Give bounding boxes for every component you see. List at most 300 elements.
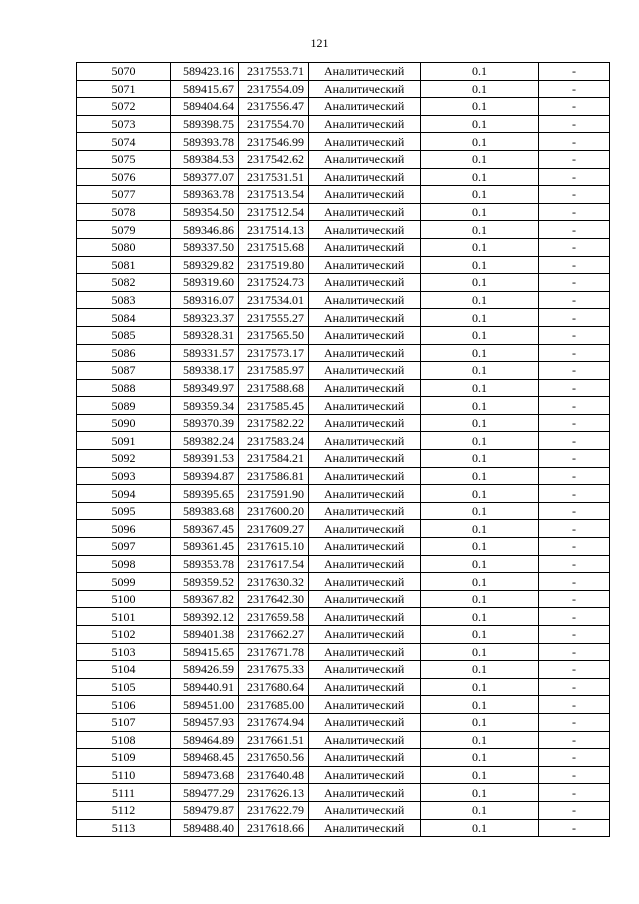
method-cell: Аналитический [309,678,421,696]
point-number-cell: 5075 [77,150,171,168]
point-number-cell: 5113 [77,819,171,837]
method-cell: Аналитический [309,819,421,837]
accuracy-cell: 0.1 [421,731,539,749]
x-coordinate-cell: 589323.37 [171,309,239,327]
table-row [77,713,610,731]
note-cell: - [539,608,610,626]
note-cell: - [539,766,610,784]
y-coordinate-cell: 2317630.32 [239,573,309,591]
accuracy-cell: 0.1 [421,150,539,168]
x-coordinate-cell: 589359.34 [171,397,239,415]
x-coordinate-cell: 589328.31 [171,326,239,344]
accuracy-cell: 0.1 [421,749,539,767]
method-cell: Аналитический [309,608,421,626]
accuracy-cell: 0.1 [421,256,539,274]
x-coordinate-cell: 589415.67 [171,80,239,98]
y-coordinate-cell: 2317622.79 [239,801,309,819]
method-cell: Аналитический [309,186,421,204]
x-coordinate-cell: 589464.89 [171,731,239,749]
point-number-cell: 5082 [77,274,171,292]
accuracy-cell: 0.1 [421,115,539,133]
x-coordinate-cell: 589426.59 [171,661,239,679]
table-row [77,520,610,538]
y-coordinate-cell: 2317584.21 [239,450,309,468]
table-row [77,485,610,503]
y-coordinate-cell: 2317642.30 [239,590,309,608]
note-cell: - [539,643,610,661]
note-cell: - [539,274,610,292]
note-cell: - [539,731,610,749]
x-coordinate-cell: 589338.17 [171,362,239,380]
table-row [77,133,610,151]
y-coordinate-cell: 2317585.45 [239,397,309,415]
point-number-cell: 5112 [77,801,171,819]
note-cell: - [539,520,610,538]
method-cell: Аналитический [309,749,421,767]
table-row [77,150,610,168]
note-cell: - [539,168,610,186]
method-cell: Аналитический [309,80,421,98]
point-number-cell: 5104 [77,661,171,679]
x-coordinate-cell: 589331.57 [171,344,239,362]
accuracy-cell: 0.1 [421,713,539,731]
note-cell: - [539,432,610,450]
note-cell: - [539,801,610,819]
x-coordinate-cell: 589329.82 [171,256,239,274]
table-body [77,63,610,837]
accuracy-cell: 0.1 [421,432,539,450]
table-row [77,397,610,415]
y-coordinate-cell: 2317556.47 [239,98,309,116]
method-cell: Аналитический [309,520,421,538]
x-coordinate-cell: 589395.65 [171,485,239,503]
x-coordinate-cell: 589354.50 [171,203,239,221]
y-coordinate-cell: 2317591.90 [239,485,309,503]
point-number-cell: 5085 [77,326,171,344]
point-number-cell: 5078 [77,203,171,221]
accuracy-cell: 0.1 [421,643,539,661]
method-cell: Аналитический [309,309,421,327]
accuracy-cell: 0.1 [421,186,539,204]
table-row [77,819,610,837]
method-cell: Аналитический [309,766,421,784]
point-number-cell: 5102 [77,626,171,644]
method-cell: Аналитический [309,168,421,186]
point-number-cell: 5074 [77,133,171,151]
y-coordinate-cell: 2317675.33 [239,661,309,679]
table-row [77,115,610,133]
point-number-cell: 5073 [77,115,171,133]
y-coordinate-cell: 2317531.51 [239,168,309,186]
table-row [77,784,610,802]
table-row [77,274,610,292]
y-coordinate-cell: 2317542.62 [239,150,309,168]
note-cell: - [539,80,610,98]
point-number-cell: 5096 [77,520,171,538]
accuracy-cell: 0.1 [421,766,539,784]
y-coordinate-cell: 2317650.56 [239,749,309,767]
note-cell: - [539,326,610,344]
method-cell: Аналитический [309,538,421,556]
x-coordinate-cell: 589393.78 [171,133,239,151]
method-cell: Аналитический [309,696,421,714]
table-row [77,573,610,591]
y-coordinate-cell: 2317615.10 [239,538,309,556]
x-coordinate-cell: 589451.00 [171,696,239,714]
note-cell: - [539,819,610,837]
page-number: 121 [310,36,329,50]
x-coordinate-cell: 589370.39 [171,414,239,432]
method-cell: Аналитический [309,801,421,819]
x-coordinate-cell: 589423.16 [171,63,239,81]
x-coordinate-cell: 589363.78 [171,186,239,204]
y-coordinate-cell: 2317609.27 [239,520,309,538]
method-cell: Аналитический [309,256,421,274]
table-row [77,432,610,450]
method-cell: Аналитический [309,203,421,221]
method-cell: Аналитический [309,133,421,151]
table-row [77,414,610,432]
table-row [77,749,610,767]
note-cell: - [539,150,610,168]
method-cell: Аналитический [309,238,421,256]
accuracy-cell: 0.1 [421,344,539,362]
x-coordinate-cell: 589479.87 [171,801,239,819]
table-row [77,661,610,679]
table-row [77,98,610,116]
note-cell: - [539,573,610,591]
table-row [77,467,610,485]
accuracy-cell: 0.1 [421,379,539,397]
accuracy-cell: 0.1 [421,485,539,503]
x-coordinate-cell: 589377.07 [171,168,239,186]
coordinates-table [76,62,610,837]
accuracy-cell: 0.1 [421,414,539,432]
accuracy-cell: 0.1 [421,309,539,327]
method-cell: Аналитический [309,573,421,591]
y-coordinate-cell: 2317546.99 [239,133,309,151]
accuracy-cell: 0.1 [421,362,539,380]
y-coordinate-cell: 2317573.17 [239,344,309,362]
note-cell: - [539,98,610,116]
x-coordinate-cell: 589477.29 [171,784,239,802]
method-cell: Аналитический [309,63,421,81]
accuracy-cell: 0.1 [421,221,539,239]
point-number-cell: 5090 [77,414,171,432]
method-cell: Аналитический [309,467,421,485]
table-row [77,678,610,696]
point-number-cell: 5094 [77,485,171,503]
point-number-cell: 5108 [77,731,171,749]
x-coordinate-cell: 589401.38 [171,626,239,644]
point-number-cell: 5093 [77,467,171,485]
y-coordinate-cell: 2317661.51 [239,731,309,749]
x-coordinate-cell: 589359.52 [171,573,239,591]
table-row [77,203,610,221]
accuracy-cell: 0.1 [421,555,539,573]
table-row [77,555,610,573]
method-cell: Аналитический [309,502,421,520]
point-number-cell: 5076 [77,168,171,186]
point-number-cell: 5087 [77,362,171,380]
accuracy-cell: 0.1 [421,397,539,415]
note-cell: - [539,344,610,362]
x-coordinate-cell: 589353.78 [171,555,239,573]
accuracy-cell: 0.1 [421,819,539,837]
accuracy-cell: 0.1 [421,678,539,696]
point-number-cell: 5107 [77,713,171,731]
point-number-cell: 5110 [77,766,171,784]
method-cell: Аналитический [309,98,421,116]
note-cell: - [539,485,610,503]
x-coordinate-cell: 589384.53 [171,150,239,168]
note-cell: - [539,713,610,731]
x-coordinate-cell: 589398.75 [171,115,239,133]
x-coordinate-cell: 589316.07 [171,291,239,309]
y-coordinate-cell: 2317514.13 [239,221,309,239]
method-cell: Аналитический [309,485,421,503]
accuracy-cell: 0.1 [421,590,539,608]
point-number-cell: 5092 [77,450,171,468]
accuracy-cell: 0.1 [421,238,539,256]
x-coordinate-cell: 589488.40 [171,819,239,837]
method-cell: Аналитический [309,784,421,802]
note-cell: - [539,414,610,432]
accuracy-cell: 0.1 [421,80,539,98]
y-coordinate-cell: 2317515.68 [239,238,309,256]
note-cell: - [539,555,610,573]
method-cell: Аналитический [309,379,421,397]
table-row [77,731,610,749]
table-row [77,626,610,644]
x-coordinate-cell: 589468.45 [171,749,239,767]
note-cell: - [539,203,610,221]
table-row [77,502,610,520]
point-number-cell: 5095 [77,502,171,520]
method-cell: Аналитический [309,150,421,168]
note-cell: - [539,749,610,767]
note-cell: - [539,450,610,468]
y-coordinate-cell: 2317582.22 [239,414,309,432]
method-cell: Аналитический [309,221,421,239]
note-cell: - [539,309,610,327]
note-cell: - [539,115,610,133]
y-coordinate-cell: 2317553.71 [239,63,309,81]
point-number-cell: 5072 [77,98,171,116]
method-cell: Аналитический [309,590,421,608]
x-coordinate-cell: 589440.91 [171,678,239,696]
table-row [77,256,610,274]
accuracy-cell: 0.1 [421,502,539,520]
table-row [77,344,610,362]
table-row [77,309,610,327]
accuracy-cell: 0.1 [421,626,539,644]
note-cell: - [539,379,610,397]
accuracy-cell: 0.1 [421,801,539,819]
table-row [77,186,610,204]
note-cell: - [539,362,610,380]
x-coordinate-cell: 589367.82 [171,590,239,608]
note-cell: - [539,221,610,239]
method-cell: Аналитический [309,713,421,731]
y-coordinate-cell: 2317617.54 [239,555,309,573]
note-cell: - [539,133,610,151]
x-coordinate-cell: 589473.68 [171,766,239,784]
y-coordinate-cell: 2317555.27 [239,309,309,327]
method-cell: Аналитический [309,432,421,450]
table-row [77,291,610,309]
point-number-cell: 5089 [77,397,171,415]
table-row [77,168,610,186]
method-cell: Аналитический [309,291,421,309]
method-cell: Аналитический [309,555,421,573]
y-coordinate-cell: 2317680.64 [239,678,309,696]
point-number-cell: 5103 [77,643,171,661]
table-row [77,696,610,714]
point-number-cell: 5101 [77,608,171,626]
note-cell: - [539,291,610,309]
y-coordinate-cell: 2317671.78 [239,643,309,661]
x-coordinate-cell: 589319.60 [171,274,239,292]
x-coordinate-cell: 589392.12 [171,608,239,626]
x-coordinate-cell: 589391.53 [171,450,239,468]
method-cell: Аналитический [309,274,421,292]
table-row [77,63,610,81]
accuracy-cell: 0.1 [421,467,539,485]
y-coordinate-cell: 2317513.54 [239,186,309,204]
note-cell: - [539,397,610,415]
note-cell: - [539,661,610,679]
point-number-cell: 5070 [77,63,171,81]
accuracy-cell: 0.1 [421,573,539,591]
accuracy-cell: 0.1 [421,450,539,468]
accuracy-cell: 0.1 [421,133,539,151]
y-coordinate-cell: 2317534.01 [239,291,309,309]
point-number-cell: 5091 [77,432,171,450]
method-cell: Аналитический [309,414,421,432]
note-cell: - [539,186,610,204]
point-number-cell: 5084 [77,309,171,327]
y-coordinate-cell: 2317524.73 [239,274,309,292]
method-cell: Аналитический [309,661,421,679]
accuracy-cell: 0.1 [421,168,539,186]
table-row [77,80,610,98]
y-coordinate-cell: 2317512.54 [239,203,309,221]
y-coordinate-cell: 2317626.13 [239,784,309,802]
accuracy-cell: 0.1 [421,520,539,538]
accuracy-cell: 0.1 [421,63,539,81]
table-row [77,238,610,256]
point-number-cell: 5083 [77,291,171,309]
method-cell: Аналитический [309,731,421,749]
method-cell: Аналитический [309,397,421,415]
x-coordinate-cell: 589337.50 [171,238,239,256]
y-coordinate-cell: 2317588.68 [239,379,309,397]
table-row [77,801,610,819]
point-number-cell: 5105 [77,678,171,696]
y-coordinate-cell: 2317585.97 [239,362,309,380]
y-coordinate-cell: 2317674.94 [239,713,309,731]
point-number-cell: 5088 [77,379,171,397]
method-cell: Аналитический [309,362,421,380]
table-row [77,379,610,397]
point-number-cell: 5099 [77,573,171,591]
accuracy-cell: 0.1 [421,784,539,802]
note-cell: - [539,784,610,802]
method-cell: Аналитический [309,643,421,661]
accuracy-cell: 0.1 [421,291,539,309]
note-cell: - [539,238,610,256]
accuracy-cell: 0.1 [421,661,539,679]
table-row [77,450,610,468]
x-coordinate-cell: 589361.45 [171,538,239,556]
table-row [77,538,610,556]
note-cell: - [539,256,610,274]
x-coordinate-cell: 589394.87 [171,467,239,485]
table-row [77,590,610,608]
y-coordinate-cell: 2317586.81 [239,467,309,485]
x-coordinate-cell: 589349.97 [171,379,239,397]
point-number-cell: 5081 [77,256,171,274]
y-coordinate-cell: 2317618.66 [239,819,309,837]
x-coordinate-cell: 589457.93 [171,713,239,731]
table-row [77,608,610,626]
table-row [77,362,610,380]
accuracy-cell: 0.1 [421,608,539,626]
x-coordinate-cell: 589382.24 [171,432,239,450]
point-number-cell: 5109 [77,749,171,767]
table-row [77,766,610,784]
point-number-cell: 5071 [77,80,171,98]
method-cell: Аналитический [309,344,421,362]
method-cell: Аналитический [309,115,421,133]
point-number-cell: 5106 [77,696,171,714]
accuracy-cell: 0.1 [421,326,539,344]
point-number-cell: 5077 [77,186,171,204]
note-cell: - [539,63,610,81]
y-coordinate-cell: 2317565.50 [239,326,309,344]
point-number-cell: 5098 [77,555,171,573]
x-coordinate-cell: 589346.86 [171,221,239,239]
y-coordinate-cell: 2317662.27 [239,626,309,644]
point-number-cell: 5079 [77,221,171,239]
point-number-cell: 5080 [77,238,171,256]
x-coordinate-cell: 589367.45 [171,520,239,538]
point-number-cell: 5086 [77,344,171,362]
accuracy-cell: 0.1 [421,274,539,292]
y-coordinate-cell: 2317554.09 [239,80,309,98]
y-coordinate-cell: 2317659.58 [239,608,309,626]
y-coordinate-cell: 2317600.20 [239,502,309,520]
point-number-cell: 5100 [77,590,171,608]
accuracy-cell: 0.1 [421,98,539,116]
x-coordinate-cell: 589415.65 [171,643,239,661]
x-coordinate-cell: 589383.68 [171,502,239,520]
y-coordinate-cell: 2317519.80 [239,256,309,274]
y-coordinate-cell: 2317685.00 [239,696,309,714]
method-cell: Аналитический [309,450,421,468]
method-cell: Аналитический [309,626,421,644]
table-row [77,221,610,239]
table-row [77,326,610,344]
point-number-cell: 5111 [77,784,171,802]
note-cell: - [539,696,610,714]
accuracy-cell: 0.1 [421,696,539,714]
note-cell: - [539,467,610,485]
note-cell: - [539,626,610,644]
note-cell: - [539,590,610,608]
note-cell: - [539,502,610,520]
